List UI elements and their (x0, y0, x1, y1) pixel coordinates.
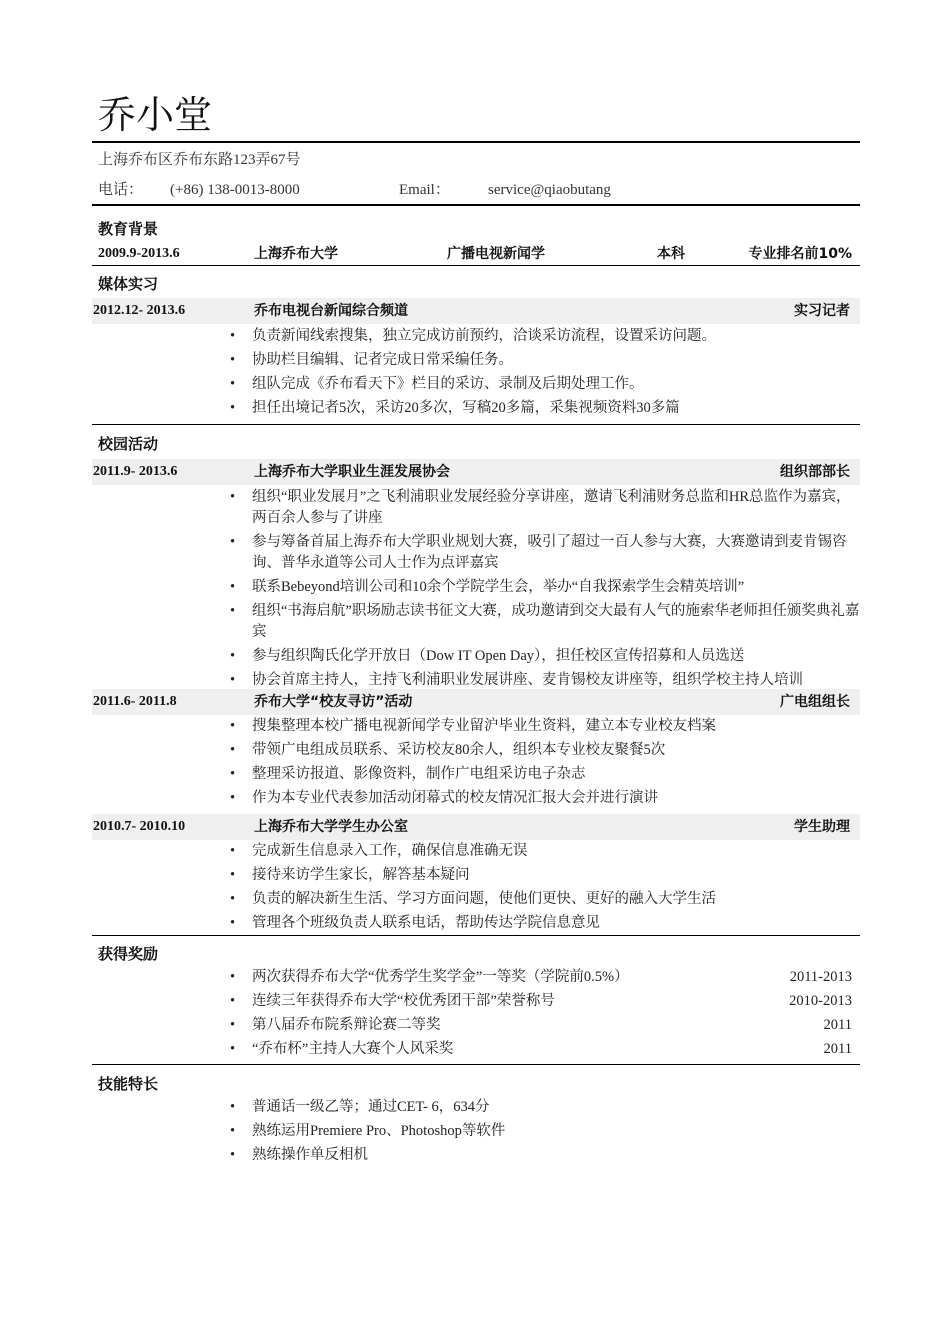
entry-organization: 上海乔布大学学生办公室 (254, 819, 408, 835)
list-item: • 作为本专业代表参加活动闭幕式的校友情况汇报大会并进行演讲 (230, 788, 860, 809)
list-item: • 管理各个班级负责人联系电话，帮助传达学院信息意见 (230, 913, 860, 934)
section-campus-heading: 校园活动 (98, 435, 159, 453)
entry-organization: 上海乔布大学职业生涯发展协会 (254, 464, 450, 480)
list-item: • 组队完成《乔布看天下》栏目的采访、录制及后期处理工作。 (230, 374, 860, 395)
list-item (230, 1039, 860, 1060)
entry-role: 组织部部长 (780, 464, 850, 480)
entry-organization: 乔布电视台新闻综合频道 (254, 303, 408, 319)
section-awards-heading: 获得奖励 (98, 945, 159, 963)
list-item: • 参与组织陶氏化学开放日（Dow IT Open Day），担任校区宣传招募和人员选送 (230, 646, 860, 667)
address: 上海乔布区乔布东路123弄67号 (98, 152, 301, 168)
list-item: • 完成新生信息录入工作，确保信息准确无误 (230, 841, 860, 862)
header-divider (92, 141, 860, 143)
award-year: 2011-2013 (789, 969, 852, 985)
award-year: 2011 (823, 1017, 852, 1033)
email-address: service@qiaobutang (488, 182, 611, 198)
list-item (230, 967, 860, 988)
list-item (230, 991, 860, 1012)
section-skills-heading: 技能特长 (98, 1075, 159, 1093)
list-item: • 协会首席主持人，主持飞利浦职业发展讲座、麦肯锡校友讲座等，组织学校主持人培训 (230, 670, 860, 691)
awards-divider (92, 1064, 860, 1065)
list-item (230, 1015, 860, 1036)
education-school: 上海乔布大学 (254, 246, 338, 262)
phone-label: 电话： (98, 182, 144, 198)
list-item: • 组织“职业发展月”之飞利浦职业发展经验分享讲座，邀请飞利浦财务总监和HR总监作为嘉宾，两百余人参与了讲座 (230, 487, 860, 529)
list-item: • 熟练操作单反相机 (230, 1145, 860, 1166)
entry-role: 广电组组长 (780, 694, 850, 710)
education-divider (92, 265, 860, 266)
campus-entry-header (92, 689, 860, 715)
campus-bullet-list-3 (230, 841, 860, 937)
entry-role: 实习记者 (794, 303, 850, 319)
phone-number: (+86) 138-0013-8000 (170, 182, 300, 198)
campus-bullet-list-1 (230, 487, 860, 694)
education-period: 2009.9-2013.6 (98, 246, 180, 261)
list-item: • 联系Bebeyond培训公司和10余个学院学生会，举办“自我探索学生会精英培训” (230, 577, 860, 598)
award-text: “乔布杯”主持人大赛个人风采奖 (252, 1041, 454, 1057)
entry-period: 2012.12- 2013.6 (93, 303, 186, 318)
list-item: • 带领广电组成员联系、采访校友80余人，组织本专业校友聚餐5次 (230, 740, 860, 761)
list-item: • 参与筹备首届上海乔布大学职业规划大赛，吸引了超过一百人参与大赛，大赛邀请到麦肯锡咨询、普华永道等公司人士作为点评嘉宾 (230, 532, 860, 574)
list-item: • 接待来访学生家长，解答基本疑问 (230, 865, 860, 886)
list-item: • 组织“书海启航”职场励志读书征文大赛，成功邀请到交大最有人气的施索华老师担任颁奖典礼嘉宾 (230, 601, 860, 643)
entry-period: 2010.7- 2010.10 (93, 819, 186, 834)
resume-name: 乔小堂 (98, 93, 213, 137)
section-education-heading: 教育背景 (98, 220, 159, 238)
section-internship-heading: 媒体实习 (98, 275, 159, 293)
list-item: • 协助栏目编辑、记者完成日常采编任务。 (230, 350, 860, 371)
awards-list (230, 967, 860, 1063)
award-year: 2011 (823, 1041, 852, 1057)
award-text: 第八届乔布院系辩论赛二等奖 (252, 1017, 441, 1033)
list-item: • 担任出境记者5次，采访20多次，写稿20多篇，采集视频资料30多篇 (230, 398, 860, 419)
entry-organization: 乔布大学“校友寻访”活动 (254, 694, 413, 710)
internship-entry-header (92, 298, 860, 324)
internship-divider (92, 424, 860, 425)
education-major: 广播电视新闻学 (447, 246, 545, 262)
campus-entry-header (92, 814, 860, 840)
entry-period: 2011.9- 2013.6 (93, 464, 178, 479)
campus-entry-header (92, 459, 860, 485)
award-text: 连续三年获得乔布大学“校优秀团干部”荣誉称号 (252, 993, 555, 1009)
skills-list (230, 1097, 860, 1169)
award-text: 两次获得乔布大学“优秀学生奖学金”一等奖（学院前0.5%） (252, 969, 629, 985)
education-degree: 本科 (657, 246, 685, 262)
campus-bullet-list-2 (230, 716, 860, 812)
list-item: • 整理采访报道、影像资料，制作广电组采访电子杂志 (230, 764, 860, 785)
entry-period: 2011.6- 2011.8 (93, 694, 177, 709)
list-item: • 搜集整理本校广播电视新闻学专业留沪毕业生资料，建立本专业校友档案 (230, 716, 860, 737)
education-rank: 专业排名前10% (748, 246, 852, 262)
campus-divider (92, 935, 860, 936)
email-label: Email： (399, 182, 450, 198)
contact-divider (92, 204, 860, 206)
list-item: • 负责的解决新生生活、学习方面问题，使他们更快、更好的融入大学生活 (230, 889, 860, 910)
award-year: 2010-2013 (789, 993, 852, 1009)
internship-bullet-list (230, 326, 860, 422)
list-item: • 普通话一级乙等；通过CET- 6，634分 (230, 1097, 860, 1118)
entry-role: 学生助理 (794, 819, 850, 835)
list-item: • 熟练运用Premiere Pro、Photoshop等软件 (230, 1121, 860, 1142)
list-item: • 负责新闻线索搜集，独立完成访前预约，洽谈采访流程，设置采访问题。 (230, 326, 860, 347)
